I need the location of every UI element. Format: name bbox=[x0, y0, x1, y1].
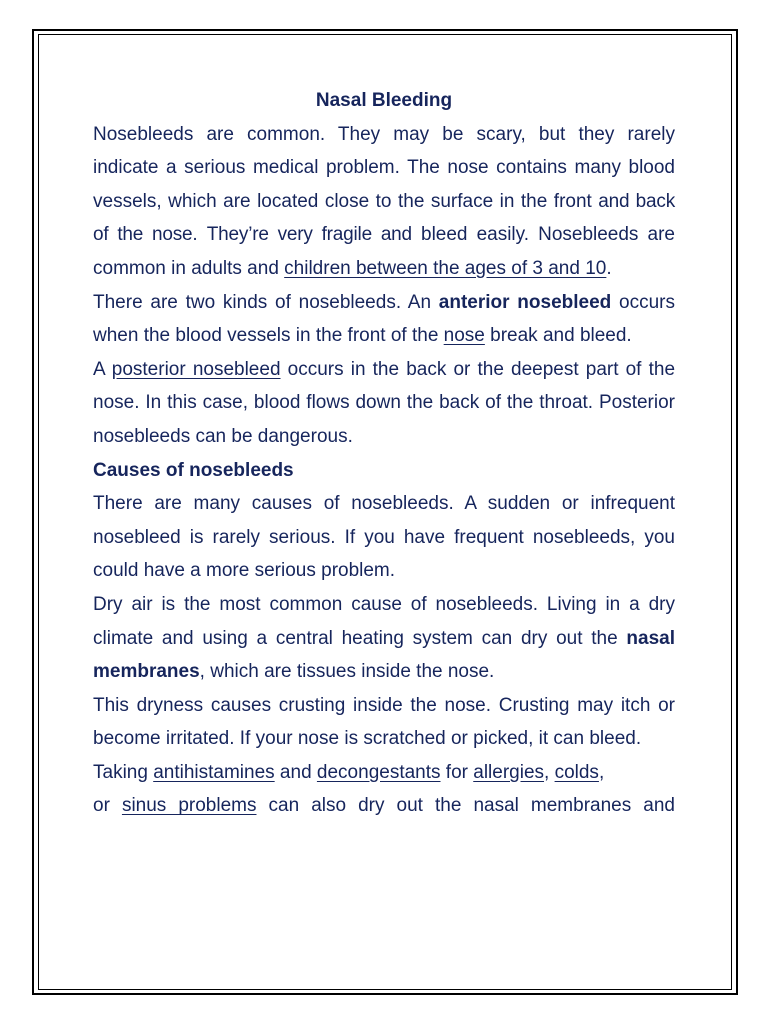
paragraph-dry-air bbox=[93, 588, 675, 689]
bold-term-anterior-nosebleed: anterior nosebleed bbox=[438, 291, 612, 313]
link-antihistamines[interactable]: antihistamines bbox=[153, 761, 275, 783]
text: , bbox=[598, 761, 605, 783]
link-nose[interactable]: nose bbox=[443, 325, 485, 347]
document-title: Nasal Bleeding bbox=[315, 90, 453, 111]
text: They’re very fragile and bbox=[206, 224, 412, 246]
link-posterior-nosebleed[interactable]: posterior nosebleed bbox=[111, 358, 281, 380]
text: . bbox=[606, 257, 612, 279]
text: . bbox=[192, 224, 207, 246]
document-body bbox=[93, 84, 675, 823]
paragraph-posterior bbox=[93, 353, 675, 454]
text: Dry air is the most common cause of nosebleeds. Living in a dry climate and using a central heating system can dry out the bbox=[93, 593, 675, 649]
text: Taking bbox=[93, 761, 154, 783]
link-sinus-problems[interactable]: sinus problems bbox=[121, 795, 257, 817]
paragraph-dryness: This dryness causes crusting inside the nose. Crusting may itch or become irritated. If your nose is scratched or picked, it can bleed. bbox=[93, 694, 675, 750]
link-colds[interactable]: colds bbox=[554, 761, 599, 783]
paragraph-medications-cont bbox=[93, 789, 675, 823]
link-children-ages[interactable]: children between the ages of 3 and 10 bbox=[284, 257, 607, 279]
bold-term-nasal-membranes: nasal membranes bbox=[93, 627, 675, 683]
paragraph-causes: There are many causes of nosebleeds. A sudden or infrequent nosebleed is rarely serious. If you have frequent nosebleeds, you could have a more serious problem. bbox=[93, 493, 675, 582]
text: bleed easily. Nosebleeds are common in adults and bbox=[93, 224, 675, 279]
text: for bbox=[440, 761, 474, 783]
text: occurs when the blood vessels in the front of the bbox=[93, 291, 675, 347]
text: There are two kinds of nosebleeds. An bbox=[93, 291, 439, 313]
text: and bbox=[274, 761, 317, 783]
text: or bbox=[93, 795, 122, 817]
text: break and bleed. bbox=[484, 325, 632, 347]
link-decongestants[interactable]: decongestants bbox=[316, 761, 441, 783]
paragraph-medications bbox=[93, 756, 675, 790]
text: occurs in the back or the deepest part of the nose. In this case, blood flows down the back of the throat. Posterior nosebleeds can be dangerous. bbox=[93, 358, 676, 447]
heading-causes: Causes of nosebleeds bbox=[93, 459, 294, 481]
paragraph-intro bbox=[93, 118, 675, 286]
text: A bbox=[93, 358, 112, 380]
text: , bbox=[544, 761, 555, 783]
text: can also dry out the nasal membranes and bbox=[256, 795, 675, 817]
paragraph-kinds bbox=[93, 286, 675, 353]
text: , which are tissues inside the nose. bbox=[199, 661, 495, 683]
text: and back of the nose bbox=[93, 190, 675, 246]
text: Nosebleeds are common. They may be scary, but they rarely indicate a serious medical problem. The nose contains many blood vessels, which are located close to the surface in the front bbox=[93, 123, 675, 212]
link-allergies[interactable]: allergies bbox=[473, 761, 545, 783]
